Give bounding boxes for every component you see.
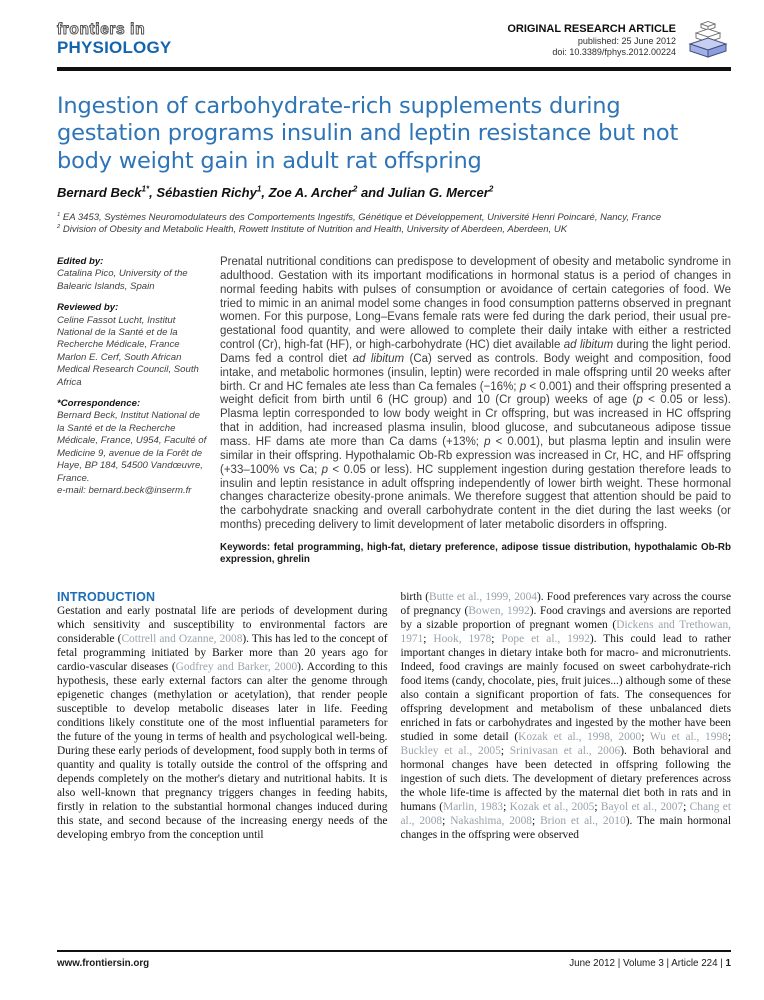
page-footer xyxy=(57,950,731,969)
header-meta xyxy=(507,23,685,57)
correspondence-block xyxy=(57,398,210,497)
journal-logo-line2: PHYSIOLOGY xyxy=(57,38,172,57)
authors-line: Bernard Beck$^{1*}$, Sébastien Richy$^1$, Zoe A. Archer$^2$ and Julian G. Mercer$^2$ xyxy=(57,184,494,200)
editorial-sidebar xyxy=(57,256,210,567)
abstract-section xyxy=(57,256,731,567)
abstract-column xyxy=(220,256,731,567)
edited-by-label: Edited by: xyxy=(57,256,104,267)
frontiers-boxes-icon xyxy=(685,17,731,64)
reviewed-by-block xyxy=(57,302,210,389)
affiliation-1: $^1$ EA 3453, Systèmes Neuromodulateurs des Comportements Ingestifs, Génétique et Développement, Université Henri Poincaré, Nancy, France xyxy=(57,211,662,223)
abstract-text: Prenatal nutritional conditions can predispose to development of obesity and metabolic syndrome in adulthood. Gestation with its important modifications in hormonal status is a period of changes in normal feeding habits with pulses of consumption or avoidance of certain categories of food. We tried to mimic in an animal model some changes in food consumption patterns observed in pregnant women. For this purpose, Long–Evans female rats were fed during the dark period, their usual pre-gestational food quantity, and were allowed to complete their daily intake with either a restricted control (Cr), high-fat (HF), or high-carbohydrate (HC) diet available ad libitum during the light period. Dams fed a control diet ad libitum (Ca) served as controls. Body weight and composition, food intake, and metabolic hormones (insulin, leptin) were recorded in male offspring until 20 weeks after birth. Cr and HC females ate less than Ca females (−16%; p < 0.001) and their offspring presented a weight deficit from birth until 6 (HC group) and 10 (Cr group) weeks of age (p < 0.05 or less). Plasma leptin corresponded to low body weight in Cr offspring, but was increased in HC offspring that in addition, had increased plasma insulin, blood glucose, and subcutaneous adipose tissue mass. HF dams ate more than Ca dams (+13%; p < 0.001), but plasma leptin and insulin were similar in their offspring. Hypothalamic Ob-Rb expression was increased in Cr, HC, and HF offspring (+33–100% vs Ca; p < 0.05 or less). HC supplement ingestion during gestation therefore leads to insulin and leptin resistance in adult offspring independently of lower birth weight. These hormonal changes characterize obesity-prone animals. We therefore suggest that attention should be paid to the carbohydrate snacking and overall carbohydrate content in the diet during the last weeks (or months) preceding delivery to limit development of later metabolic disorders in offspring. xyxy=(220,256,732,532)
edited-by-text: Catalina Pico, University of the Balearic Islands, Spain xyxy=(57,268,188,292)
intro-col2-text: birth (Butte et al., 1999, 2004). Food preferences vary across the course of pregnancy (Bowen, 1992). Food cravings and aversions are reported by a sizable proportion of pregnant women (Dickens and Trethowan, 1971; Hook, 1978; Pope et al., 1992). This could lead to rather important changes in dietary intake both for macro- and micronutrients. Indeed, food cravings are mainly focused on sweet carbohydrate-rich food items (candy, chocolate, pies, fruit juices...) although some of these also contain a significant proportion of fats. The consequences for offspring development and metabolism of these unbalanced diets enriched in fats or carbohydrates and ingested by the mother have been studied in some detail (Kozak et al., 1998, 2000; Wu et al., 1998; Buckley et al., 2005; Srinivasan et al., 2006). Both behavioral and hormonal changes have been detected in offspring following the ingestion of such diets. The development of dietary preferences across the whole life-time is affected by the maternal diet both in rats and in humans (Marlin, 1983; Kozak et al., 2005; Bayol et al., 2007; Chang et al., 2008; Nakashima, 2008; Brion et al., 2010). The main hormonal changes in the offspring were observed xyxy=(400,590,732,841)
journal-logo-line1: frontiers in xyxy=(57,21,146,38)
intro-column-2 xyxy=(401,590,732,842)
article-type-label: ORIGINAL RESEARCH ARTICLE xyxy=(507,23,676,35)
reviewer-2: Marlon E. Cerf, South African Medical Research Council, South Africa xyxy=(57,351,199,388)
reviewer-1: Celine Fassot Lucht, Institut National de la Santé et de la Recherche Médicale, France xyxy=(57,314,180,351)
affiliations xyxy=(57,212,731,236)
issue-info: June 2012 | Volume 3 | Article 224 | 1 xyxy=(569,958,731,969)
introduction-heading: INTRODUCTION xyxy=(57,589,156,604)
journal-logo xyxy=(57,21,171,57)
publish-date: published: 25 June 2012 xyxy=(577,36,676,46)
introduction-section xyxy=(57,590,731,842)
header-divider xyxy=(57,67,731,71)
correspondence-text: Bernard Beck, Institut National de la Santé et de la Recherche Médicale, France, U954, Faculté of Medicine 9, avenue de la Forêt de Haye, BP 184, 54500 Vandœuvre, France. xyxy=(57,410,207,484)
intro-col1-text: Gestation and early postnatal life are periods of development during which sensitivity and susceptibility to environmental factors are considerable (Cottrell and Ozanne, 2008). This has led to the concept of fetal programming initiated by Barker more than 20 years ago for cardio-vascular diseases (Godfrey and Barker, 2000). According to this hypothesis, these early external factors can alter the genome through epigenetic changes (methylation or acetylation), that render people susceptible to develop metabolic diseases later in life. Feeding conditions likely constitute one of the most influential parameters for the future of the young in terms of health and psychological well-being. During these early periods of development, food supply both in terms of quantity and quality is totally outside the control of the offspring and depends completely on the mother's dietary and nutritional habits. It is also well-known that pregnancy triggers changes in feeding habits, firstly in relation to the substantial hormonal changes induced during this state, and second because of the increasing energy needs of the developing embryo from the conception until xyxy=(57,604,388,841)
doi-link[interactable]: doi: 10.3389/fphys.2012.00224 xyxy=(552,46,676,57)
intro-column-1 xyxy=(57,590,388,842)
correspondence-email[interactable]: e-mail: bernard.beck@inserm.fr xyxy=(57,484,192,496)
affiliation-2: $^2$ Division of Obesity and Metabolic Health, Rowett Institute of Nutrition and Health, University of Aberdeen, Aberdeen, UK xyxy=(57,223,568,235)
keywords-line: Keywords: fetal programming, high-fat, dietary preference, adipose tissue distribution, hypothalamic Ob-Rb expression, ghrelin xyxy=(220,541,731,566)
journal-url[interactable]: www.frontiersin.org xyxy=(57,958,150,969)
correspondence-label: *Correspondence: xyxy=(57,398,141,410)
edited-by-block xyxy=(57,256,210,293)
reviewed-by-label: Reviewed by: xyxy=(57,302,119,314)
journal-header xyxy=(57,0,731,64)
page-title: Ingestion of carbohydrate-rich supplements during gestation programs insulin and leptin resistance but not body weight gain in adult rat offspring xyxy=(57,92,679,174)
